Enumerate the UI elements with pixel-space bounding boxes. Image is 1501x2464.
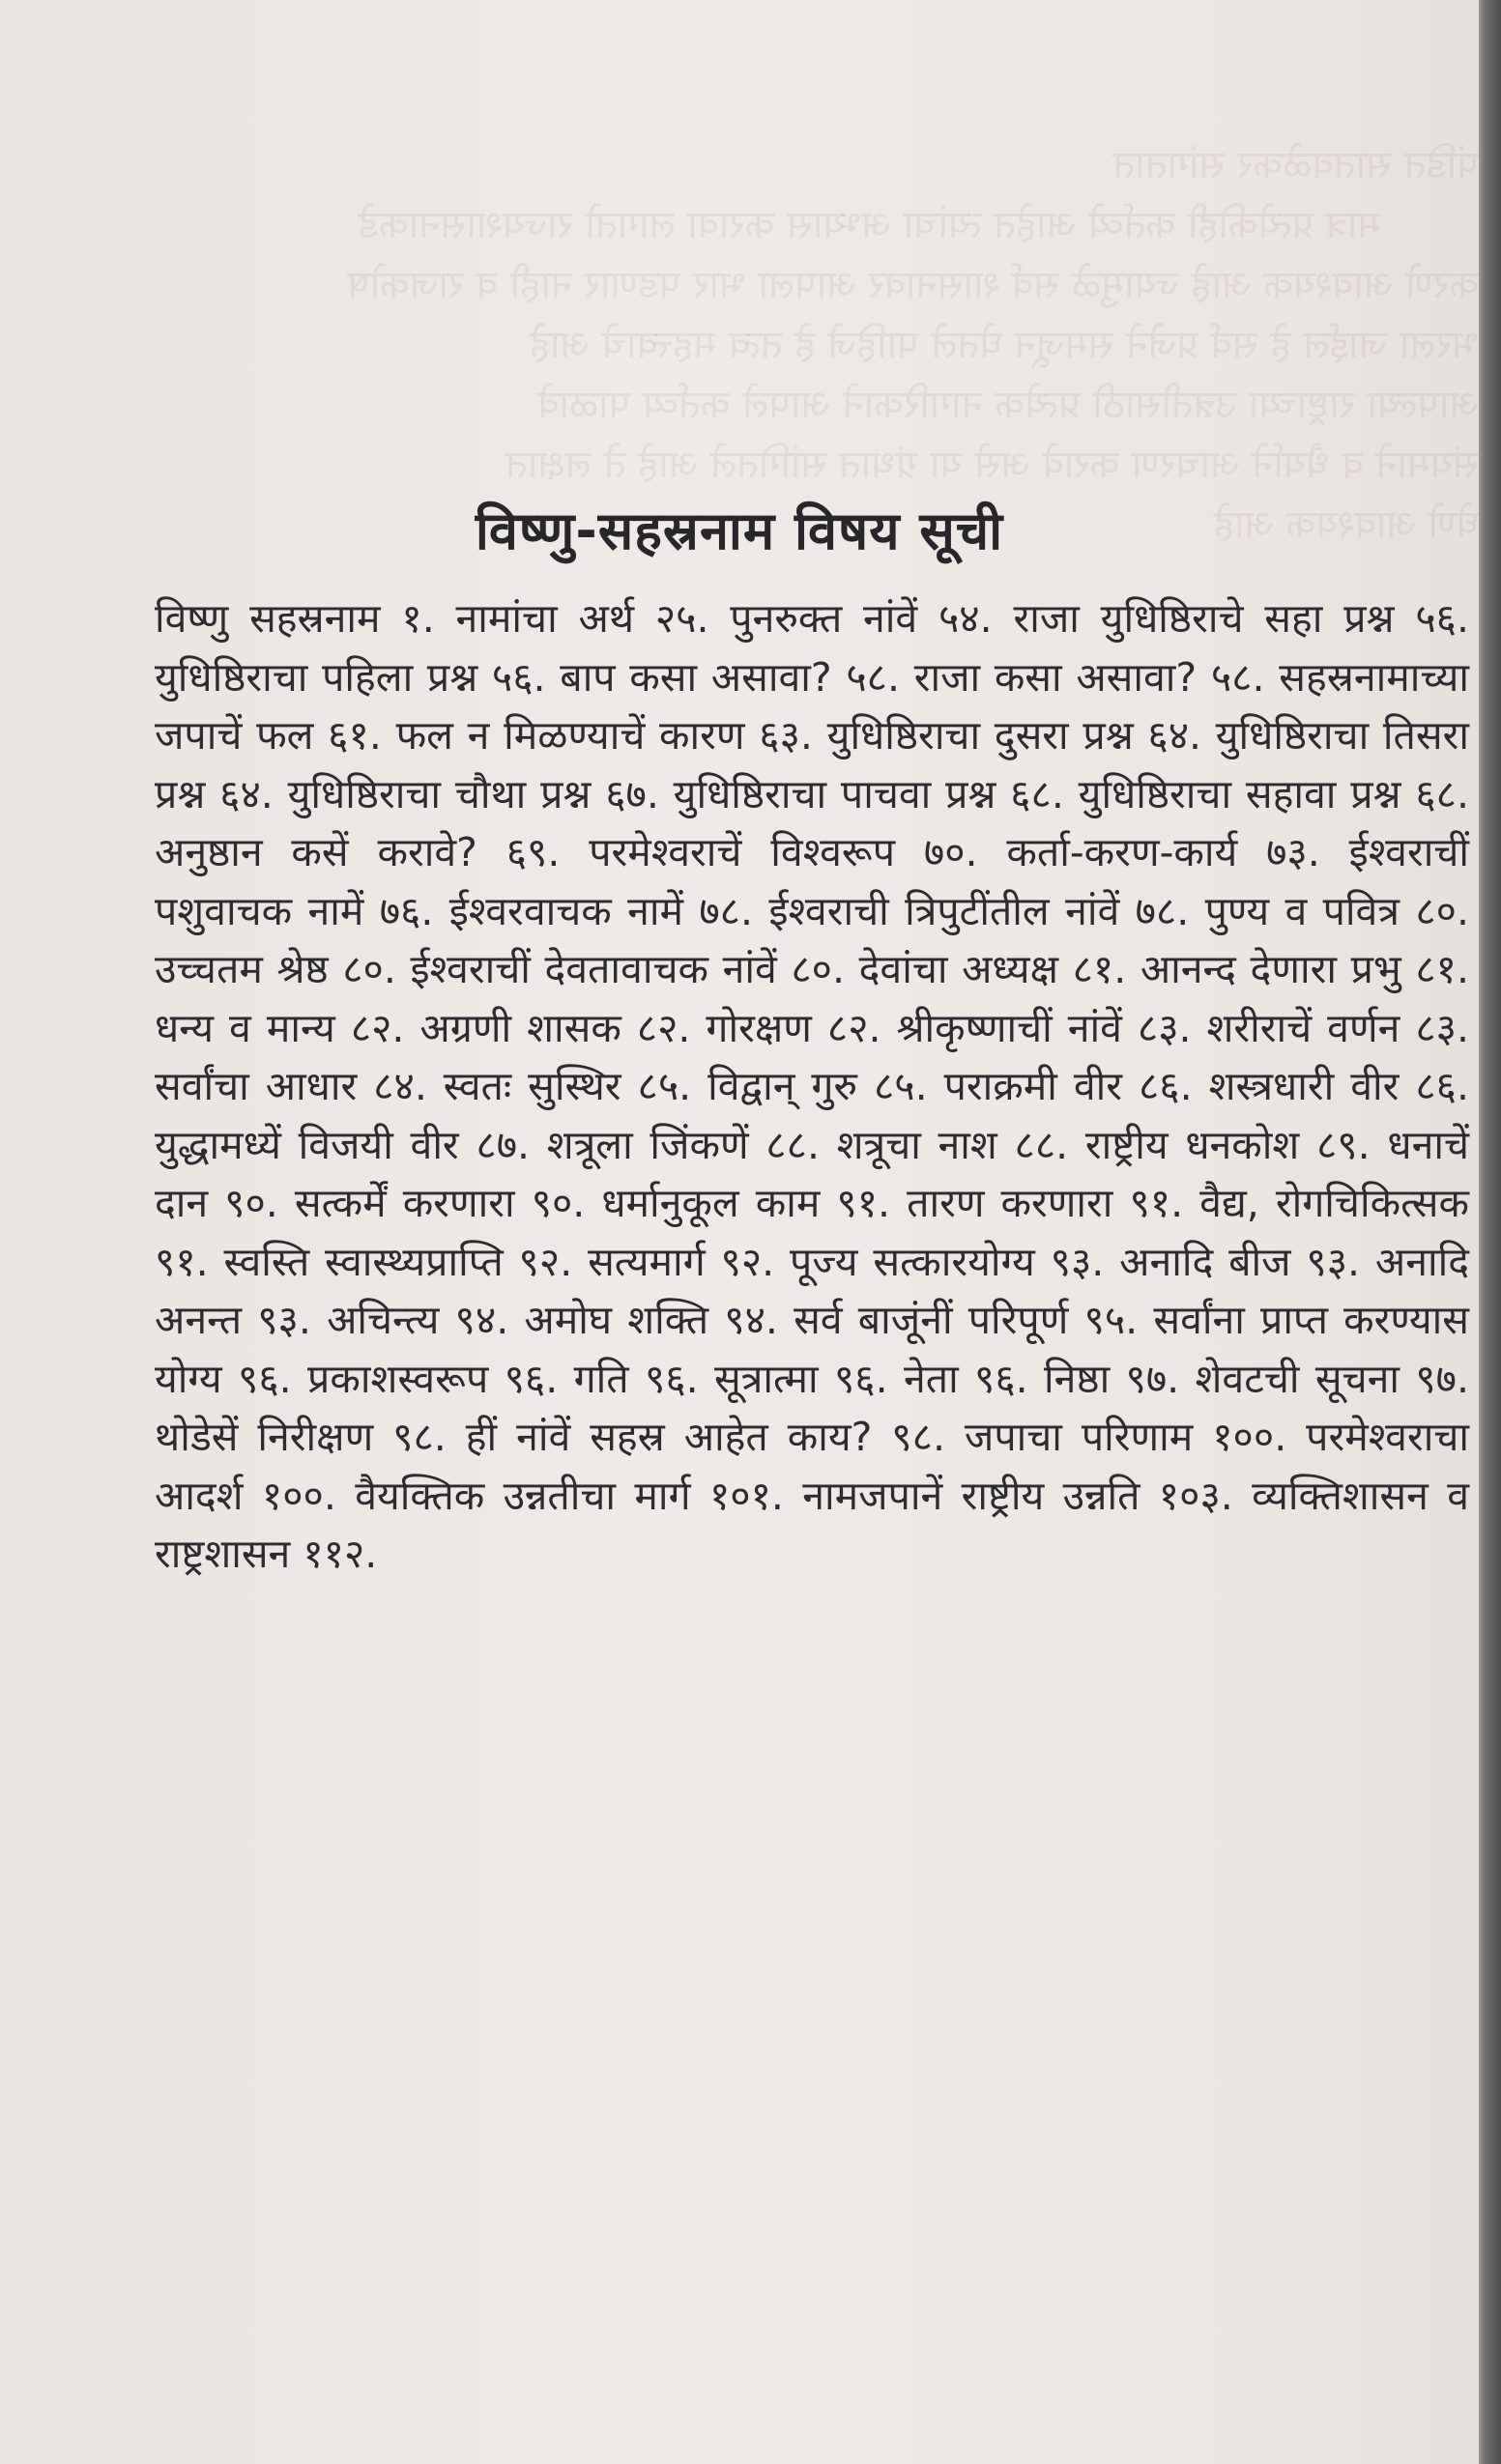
page-title: विष्णु-सहस्रनाम विषय सूची [475, 501, 1004, 561]
show-through-background: पंडित सातवळेकर सांगतात मात्र प्रत्येकीही कर्तव्ये आहेत त्यांचा अभ्यास करावा लागतो राज्यशासनाकडे करणे आवश्यक आहे ज्यामुळे सर्व शासनावर आपला भार पडणार नाही व राजकोष भरला जाईल हे सर्व प्रजेने समजून घेतले पाहिजे हे तत्व महत्त्वाचे आहे आपल्या राष्ट्राच्या उन्नतीसाठी प्रत्येक नागरिकाने आपले कर्तव्य पाळावे संयमाने व धैर्याने आचरण करावे असे या ग्रंथात सांगितले आहे ते लक्षात घेणे आवश्यक आहे [347, 143, 1479, 547]
book-edge-shadow [1479, 0, 1501, 2464]
table-of-contents-text: विष्णु सहस्रनाम १. नामांचा अर्थ २५. पुनरुक्त नांवें ५४. राजा युधिष्ठिराचे सहा प्रश्न ५६. युधिष्ठिराचा पहिला प्रश्न ५६. बाप कसा असावा? ५८. राजा कसा असावा? ५८. सहस्रनामाच्या जपाचें फल ६१. फल न मिळण्याचें कारण ६३. युधिष्ठिराचा दुसरा प्रश्न ६४. युधिष्ठिराचा तिसरा प्रश्न ६४. युधिष्ठिराचा चौथा प्रश्न ६७. युधिष्ठिराचा पाचवा प्रश्न ६८. युधिष्ठिराचा सहावा प्रश्न ६८. अनुष्ठान कसें करावे? ६९. परमेश्वराचें विश्वरूप ७०. कर्ता-करण-कार्य ७३. ईश्वराचीं पशुवाचक नामें ७६. ईश्वरवाचक नामें ७८. ईश्वराची त्रिपुटींतील नांवें ७८. पुण्य व पवित्र ८०. उच्चतम श्रेष्ठ ८०. ईश्वराचीं देवतावाचक नांवें ८०. देवांचा अध्यक्ष ८१. आनन्द देणारा प्रभु ८१. धन्य व मान्य ८२. अग्रणी शासक ८२. गोरक्षण ८२. श्रीकृष्णाचीं नांवें ८३. शरीराचें वर्णन ८३. सर्वांचा आधार ८४. स्वतः सुस्थिर ८५. विद्वान् गुरु ८५. पराक्रमी वीर ८६. शस्त्रधारी वीर ८६. युद्धामध्यें विजयी वीर ८७. शत्रूला जिंकणें ८८. शत्रूचा नाश ८८. राष्ट्रीय धनकोश ८९. धनाचें दान ९०. सत्कर्में करणारा ९०. धर्मानुकूल काम ९१. तारण करणारा ९१. वैद्य, रोगचिकित्सक ९१. स्वस्ति स्वास्थ्यप्राप्ति ९२. सत्यमार्ग ९२. पूज्य सत्कारयोग्य ९३. अनादि बीज ९३. अनादि अनन्त ९३. अचिन्त्य ९४. अमोघ शक्ति ९४. सर्व बाजूंनीं परिपूर्ण ९५. सर्वांना प्राप्त करण्यास योग्य ९६. प्रकाशस्वरूप ९६. गति ९६. सूत्रात्मा ९६. नेता ९६. निष्ठा ९७. शेवटची सूचना ९७. थोडेसें निरीक्षण ९८. हीं नांवें सहस्र आहेत काय? ९८. जपाचा परिणाम १००. परमेश्वराचा आदर्श १००. वैयक्तिक उन्नतीचा मार्ग १०१. नामजपानें राष्ट्रीय उन्नति १०३. व्यक्तिशासन व राष्ट्रशासन ११२. [155, 595, 1469, 1577]
